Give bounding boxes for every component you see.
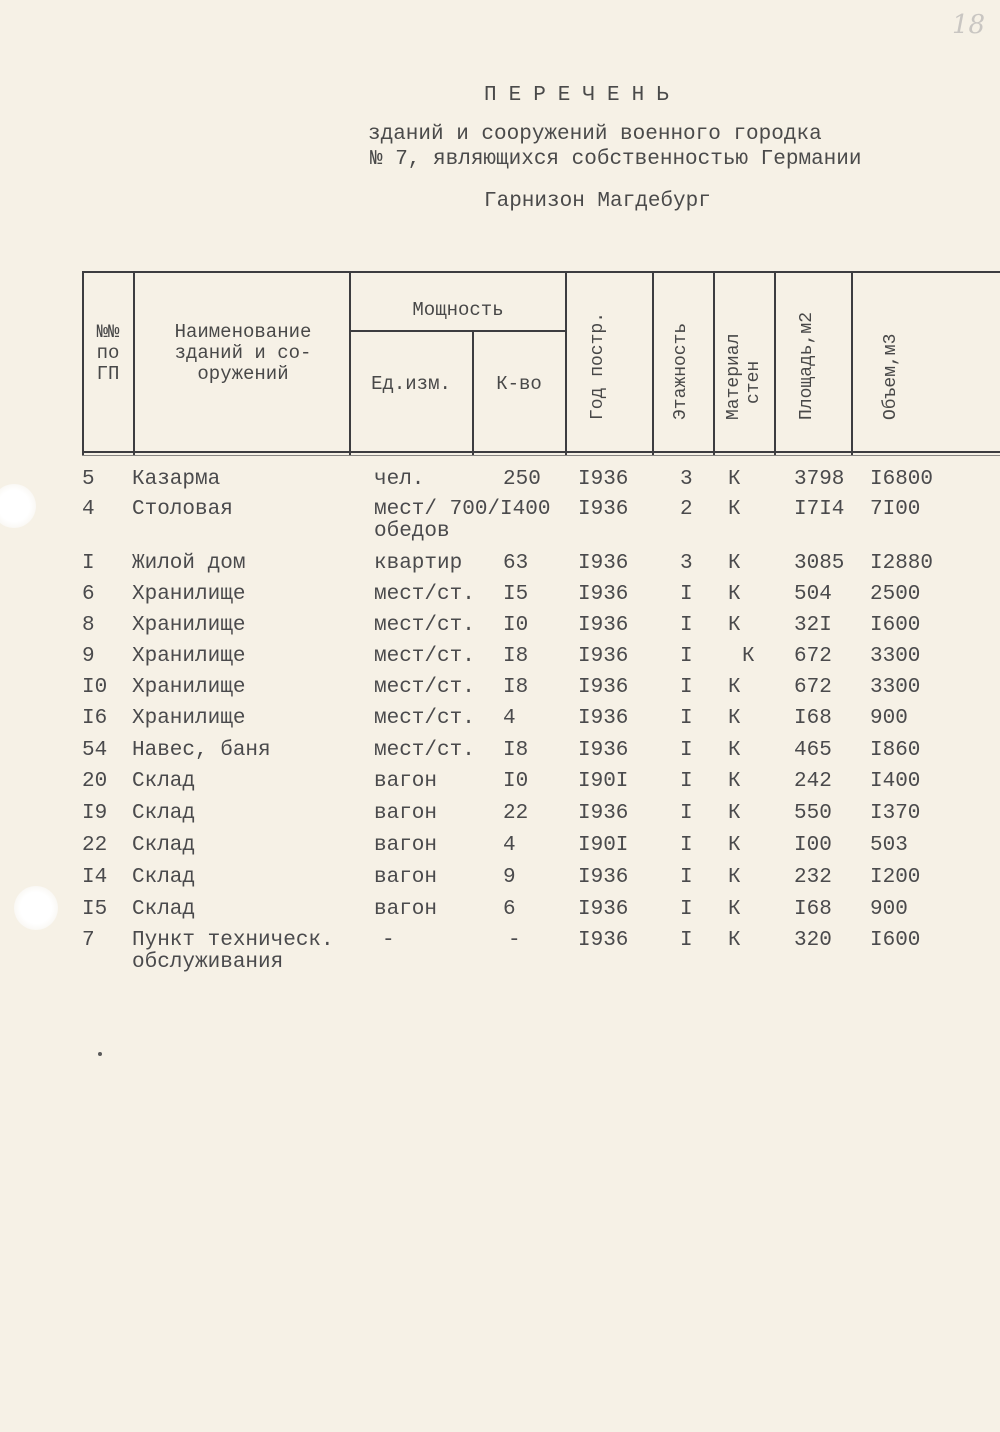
table-row: 20 Склад вагон I0 I90I I К 242 I400 — [82, 770, 921, 793]
table-header-bottom — [82, 451, 1000, 453]
table-row: I0 Хранилище мест/ст. I8 I936 I К 672 3300 — [82, 676, 921, 699]
col-border-area — [851, 271, 853, 455]
table-row: 6 Хранилище мест/ст. I5 I936 I К 504 2500 — [82, 583, 921, 606]
subtitle-line-2: № 7, являющихся собственностью Германии — [370, 148, 862, 171]
table-top-border — [82, 271, 1000, 273]
header-material: Материал стен — [724, 333, 764, 420]
col-border-num — [133, 271, 135, 455]
col-border-year — [652, 271, 654, 455]
table-row: 8 Хранилище мест/ст. I0 I936 I К 32I I600 — [82, 614, 921, 637]
table-row: 54 Навес, баня мест/ст. I8 I936 I К 465 I860 — [82, 739, 921, 762]
table-row: 4 Столовая мест/ 700/I400 обедов I936 2 К I7I4 7I00 — [82, 498, 921, 543]
header-qty: К-во — [496, 373, 542, 395]
header-area: Площадь,м2 — [797, 311, 817, 420]
page-number: 18 — [952, 10, 986, 40]
table-row: I Жилой дом квартир 63 I936 3 К 3085 I2880 — [82, 552, 934, 575]
header-num: №№ по ГП — [96, 321, 120, 385]
col-border-floors — [713, 271, 715, 455]
table-row: 7 Пункт техническ. обслуживания - - I936 I К 320 I600 — [82, 929, 921, 974]
header-floors: Этажность — [671, 322, 691, 420]
header-volume: Объем,м3 — [881, 333, 901, 420]
header-unit: Ед.изм. — [371, 373, 451, 395]
document-title: ПЕРЕЧЕНЬ — [484, 84, 681, 107]
capacity-divider — [350, 330, 566, 332]
table-row: 22 Склад вагон 4 I90I I К I00 503 — [82, 834, 908, 857]
subtitle-line-1: зданий и сооружений военного городка — [368, 123, 822, 146]
table-row: I9 Склад вагон 22 I936 I К 550 I370 — [82, 802, 921, 825]
table-row: I4 Склад вагон 9 I936 I К 232 I200 — [82, 866, 921, 889]
header-capacity: Мощность — [412, 299, 504, 321]
col-border-name — [349, 271, 351, 455]
table-row: 5 Казарма чел. 250 I936 3 К 3798 I6800 — [82, 468, 934, 491]
table-row: I5 Склад вагон 6 I936 I К I68 900 — [82, 898, 908, 921]
ink-speck — [98, 1052, 102, 1056]
table-row: 9 Хранилище мест/ст. I8 I936 I К 672 3300 — [82, 645, 921, 668]
col-border-left — [82, 271, 84, 455]
table-header-bottom-2 — [82, 455, 1000, 456]
table-row: I6 Хранилище мест/ст. 4 I936 I К I68 900 — [82, 707, 908, 730]
garrison-label: Гарнизон Магдебург — [484, 190, 711, 213]
col-border-material — [774, 271, 776, 455]
col-border-qty — [565, 271, 567, 455]
col-border-unit — [472, 331, 474, 455]
header-name: Наименование зданий и со- оружений — [174, 321, 312, 385]
header-year: Год постр. — [588, 311, 608, 420]
document-subtitle — [368, 122, 861, 172]
